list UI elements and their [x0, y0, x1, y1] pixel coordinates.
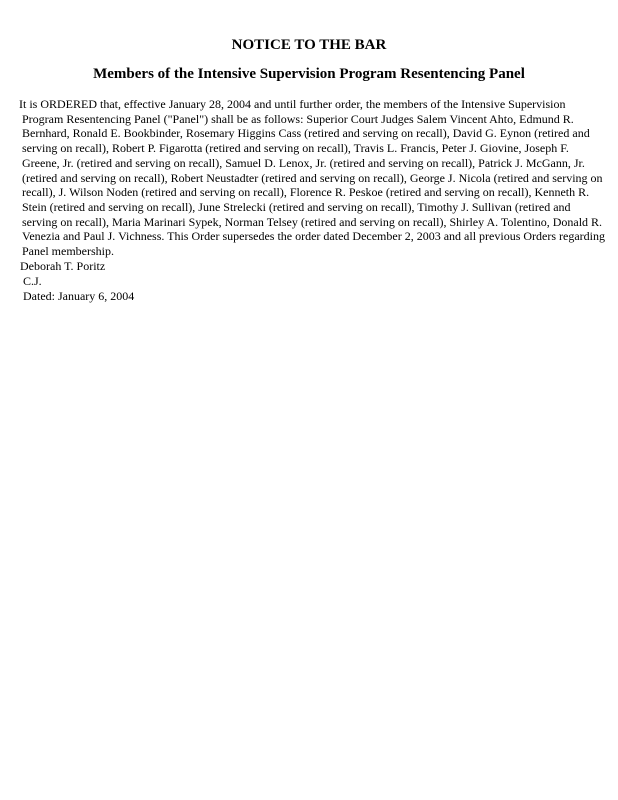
- signature-title: C.J.: [23, 274, 42, 288]
- notice-subtitle: Members of the Intensive Supervision Program Resentencing Panel: [93, 66, 525, 82]
- signature-date: Dated: January 6, 2004: [23, 289, 135, 303]
- notice-body: It is ORDERED that, effective January 28, 2004 and until further order, the members of the Intensive Supervision Program Resentencing Panel ("Panel") shall be as follows: Superior Court Judges Salem Vincent Ahto, Edmund R. Bernhard, Ronald E. Bookbinder, Rosemary Higgins Cass (retired and serving on recall), David G. Eynon (retired and serving on recall), Robert P. Figarotta (retired and serving on recall), Travis L. Francis, Peter J. Giovine, Joseph F. Greene, Jr. (retired and serving on recall), Samuel D. Lenox, Jr. (retired and serving on recall), Patrick J. McGann, Jr. (retired and serving on recall), Robert Neustadter (retired and serving on recall), George J. Nicola (retired and serving on recall), J. Wilson Noden (retired and serving on recall), Florence R. Peskoe (retired and serving on recall), Kenneth R. Stein (retired and serving on recall), June Strelecki (retired and serving on recall), Timothy J. Sullivan (retired and serving on recall), Maria Marinari Sypek, Norman Telsey (retired and serving on recall), Shirley A. Tolentino, Donald R. Venezia and Paul J. Vichness. This Order supersedes the order dated December 2, 2003 and all previous Orders regarding Panel membership.: [19, 97, 605, 259]
- notice-title: NOTICE TO THE BAR: [231, 37, 387, 53]
- signature-block: [20, 259, 134, 304]
- signature-name: Deborah T. Poritz: [20, 259, 106, 273]
